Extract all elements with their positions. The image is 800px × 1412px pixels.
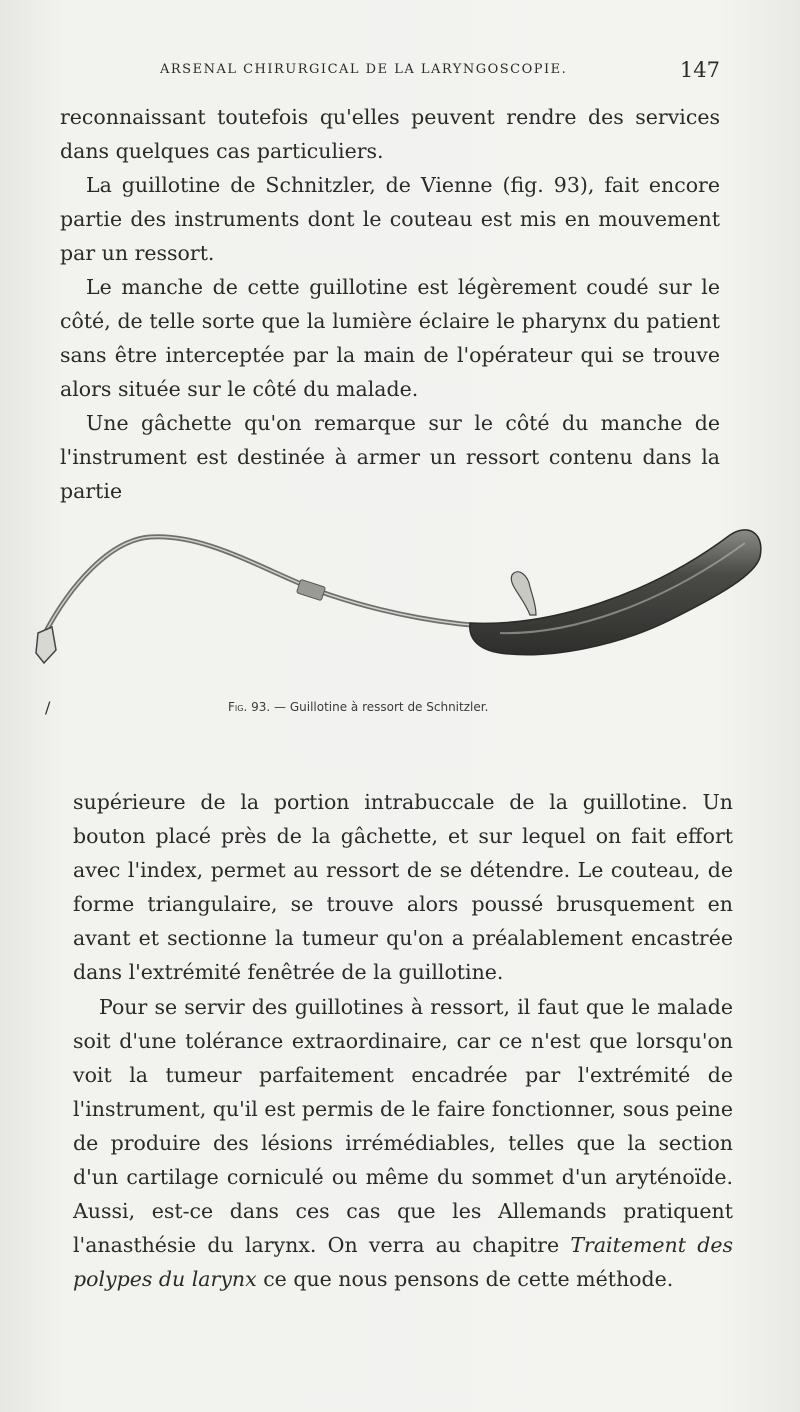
paragraph-continuation: reconnaissant toutefois qu'elles peuvent rendre des services dans quelques cas particuliers. [60, 105, 720, 163]
instrument-tip [36, 627, 56, 663]
figure-label: Fig. 93. [228, 700, 271, 714]
chapter-reference: Traitement des polypes du larynx [73, 1233, 733, 1291]
shaft-collar [296, 579, 325, 600]
paragraph-text-end: ce que nous pensons de cette méthode. [256, 1267, 674, 1291]
page-number: 147 [679, 58, 720, 82]
figure-caption-text: — Guillotine à ressort de Schnitzler. [274, 700, 489, 714]
paragraph-guillotines-ressort [73, 990, 733, 1296]
figure-caption [228, 700, 488, 714]
guillotine-illustration [30, 515, 770, 685]
paragraph-schnitzler: La guillotine de Schnitzler, de Vienne (fig. 93), fait encore partie des instruments dont le couteau est mis en mouvement par un ressort. [60, 173, 720, 265]
paragraph-gachette: Une gâchette qu'on remarque sur le côté du manche de l'instrument est destinée à armer un ressort contenu dans la partie [60, 411, 720, 503]
paragraph-superieure: supérieure de la portion intrabuccale de la guillotine. Un bouton placé près de la gâchette, et sur lequel on fait effort avec l'index, permet au ressort de se détendre. Le couteau, de forme triangulaire, se trouve alors poussé brusquement en avant et sectionne la tumeur qu'on a préalablement encastrée dans l'extrémité fenêtrée de la guillotine. [73, 790, 733, 984]
instrument-handle [470, 530, 761, 655]
running-header [160, 58, 720, 82]
margin-mark: / [45, 698, 51, 717]
paragraph-text-start: Pour se servir des guillotines à ressort, il faut que le malade soit d'une tolérance extraordinaire, car ce n'est que lorsqu'on voit la tumeur parfaitement encadrée par l'extrémité de l'instrument, qu'il est permis de le faire fonctionner, sous peine de produire des lésions irrémédiables, telles que la section d'un cartilage corniculé ou même du sommet d'un aryténoïde. Aussi, est-ce dans ces cas que les Allemands pratiquent l'anasthésie du larynx. On verra au chapitre [73, 995, 733, 1257]
running-title: ARSENAL CHIRURGICAL DE LA LARYNGOSCOPIE. [160, 62, 568, 77]
paragraph-manche: Le manche de cette guillotine est légèrement coudé sur le côté, de telle sorte que la lumière éclaire le pharynx du patient sans être interceptée par la main de l'opérateur qui se trouve alors située sur le côté du malade. [60, 275, 720, 401]
trigger-lever [511, 572, 536, 615]
